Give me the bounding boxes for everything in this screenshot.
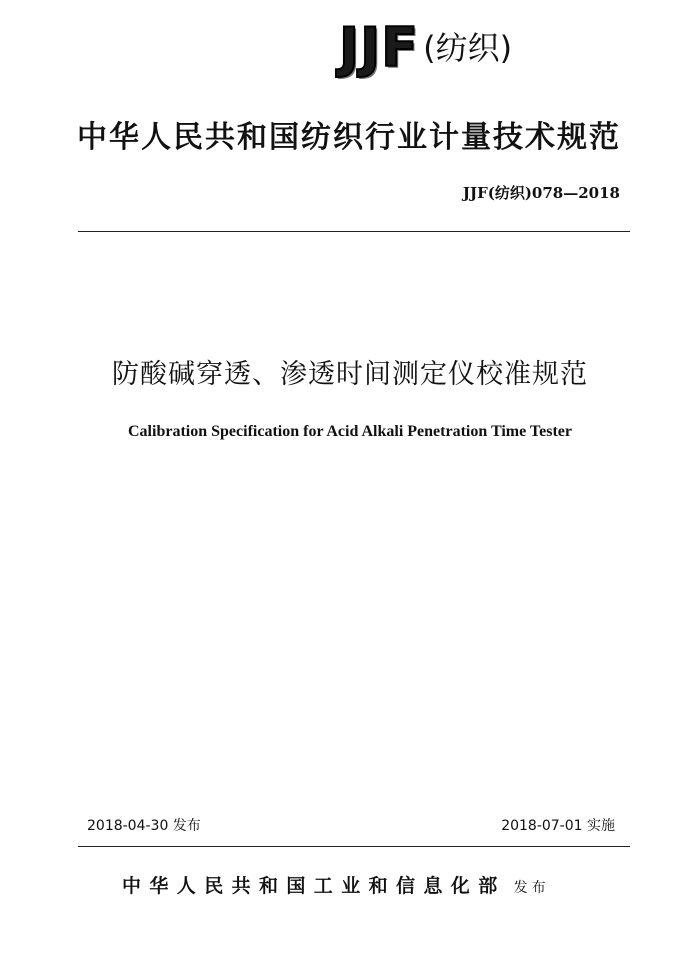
document-title-cn: 防酸碱穿透、渗透时间测定仪校准规范 bbox=[112, 359, 588, 390]
issuer-suffix: 发布 bbox=[513, 880, 550, 896]
logo-suffix: (纺织) bbox=[423, 29, 513, 67]
document-title-en: Calibration Specification for Acid Alkali Penetration Time Tester bbox=[128, 423, 572, 440]
logo-mark: JJF bbox=[339, 16, 420, 79]
issue-date: 2018-04-30 发布 bbox=[87, 818, 201, 834]
issuer-name: 中华人民共和国工业和信息化部 bbox=[122, 875, 506, 897]
jjf-logo bbox=[339, 18, 512, 78]
series-title: 中华人民共和国纺织行业计量技术规范 bbox=[77, 120, 621, 155]
standard-number: JJF(纺织)078—2018 bbox=[462, 184, 620, 202]
top-divider bbox=[78, 231, 630, 232]
bottom-divider bbox=[78, 846, 630, 847]
implement-date: 2018-07-01 实施 bbox=[501, 818, 615, 834]
issuer bbox=[122, 873, 550, 899]
